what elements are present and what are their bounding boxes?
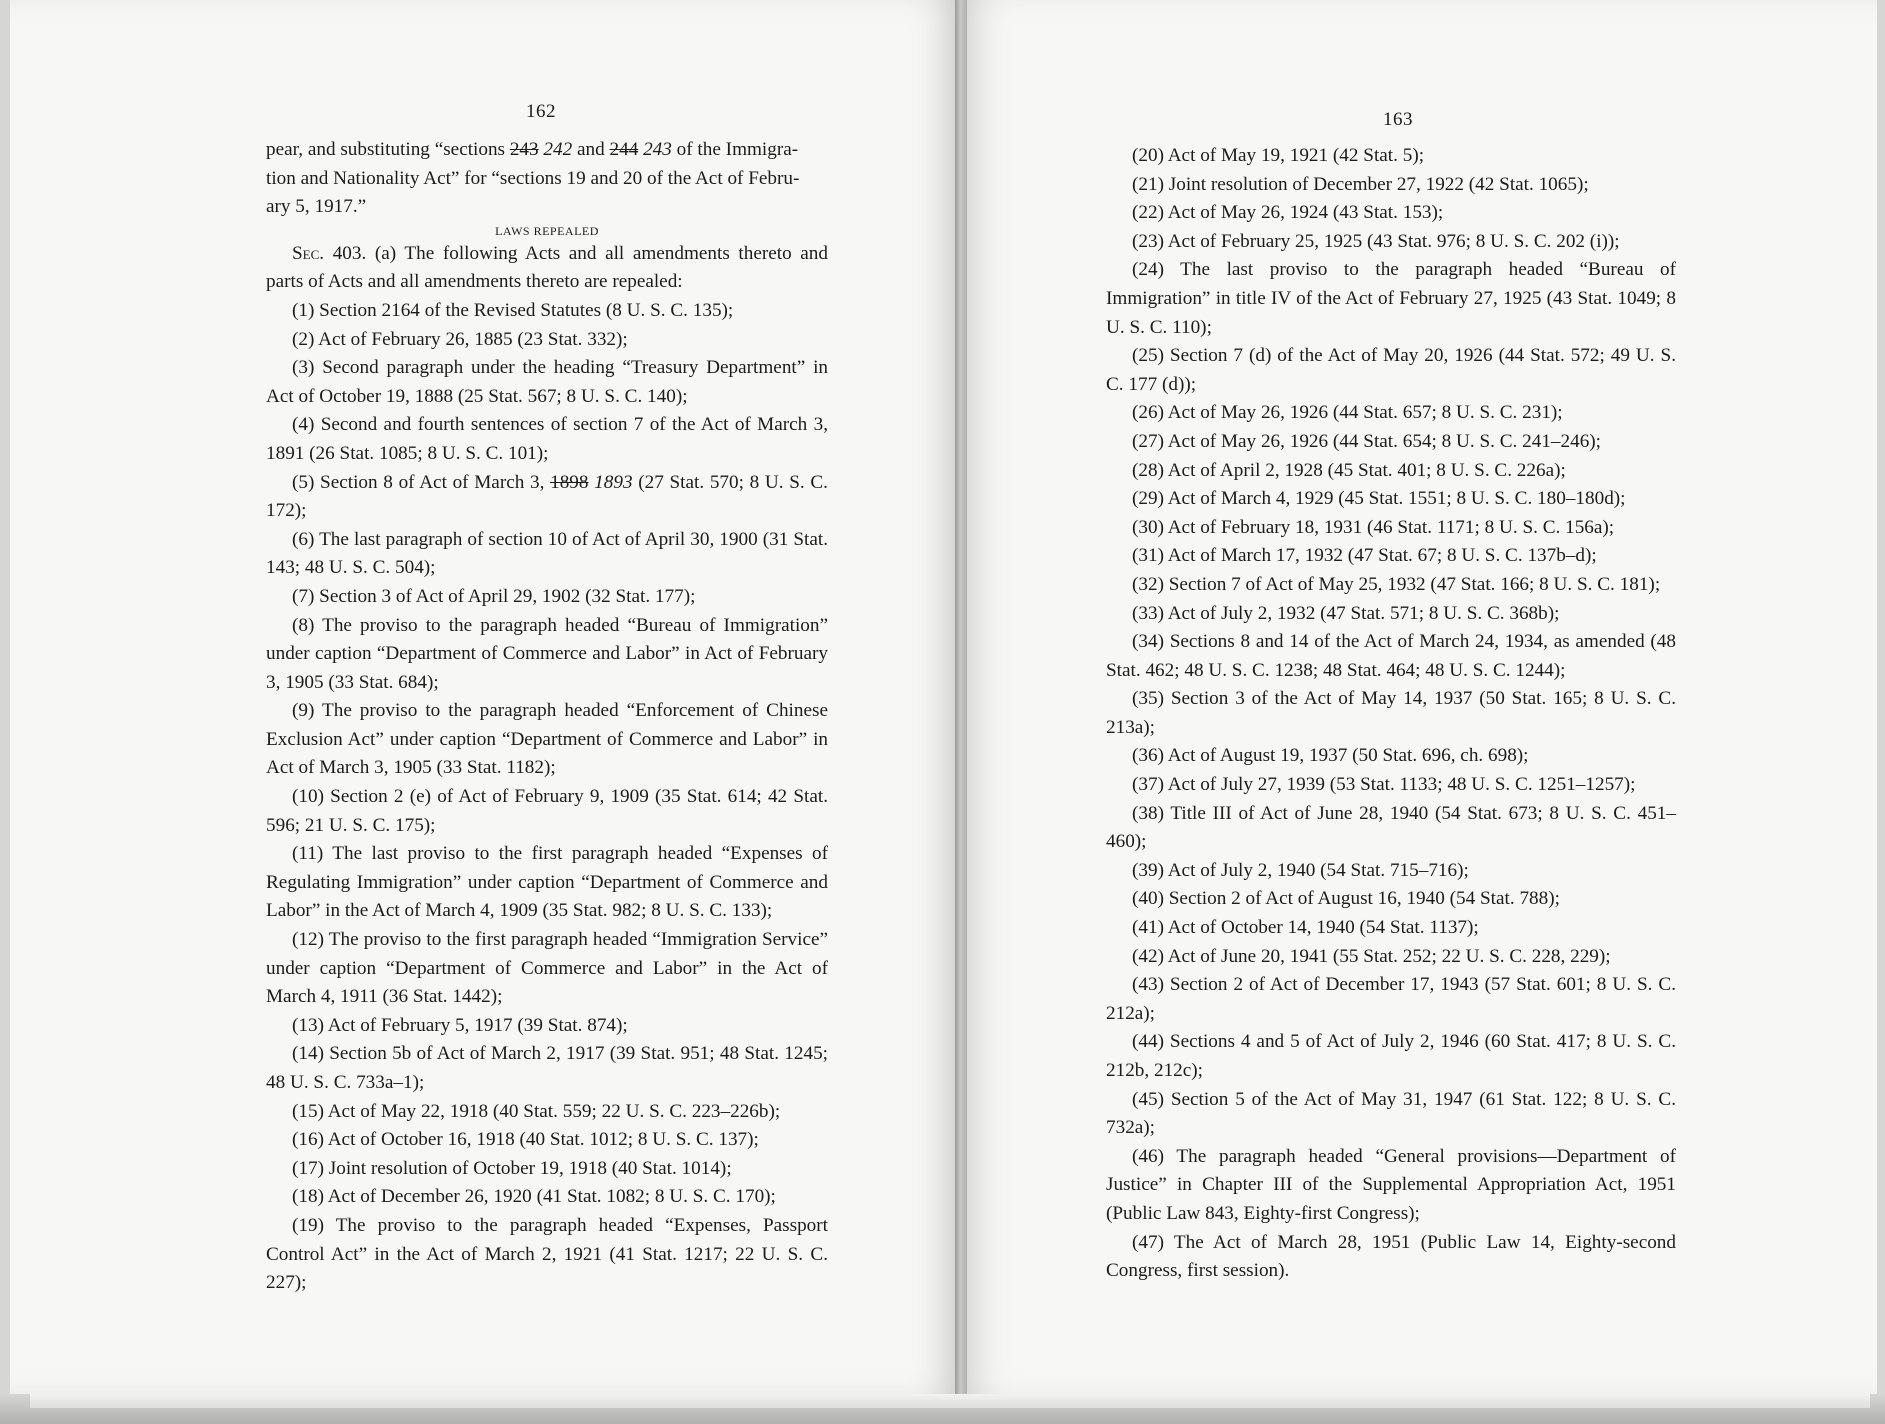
page-number-right: 163 — [1383, 109, 1413, 130]
list-item: (42) Act of June 20, 1941 (55 Stat. 252; 22 U. S. C. 228, 229); — [1132, 945, 1611, 967]
list-item: (31) Act of March 17, 1932 (47 Stat. 67; 8 U. S. C. 137b–d); — [1132, 545, 1597, 567]
list-item: (32) Section 7 of Act of May 25, 1932 (47 Stat. 166; 8 U. S. C. 181); — [1132, 573, 1661, 595]
inserted-number: 243 — [643, 139, 672, 160]
section-heading: LAWS REPEALED — [495, 223, 599, 238]
inserted-number: 1893 — [594, 471, 633, 493]
list-item: (4) Second and fourth sentences of section 7 of the Act of March 3, 1891 (26 Stat. 1085; 8 U. S. C. 101); — [266, 414, 828, 464]
list-item: (9) The proviso to the paragraph headed “Enforcement of Chinese Exclusion Act” under caption “Department of Commerce and Labor” in Act of March 3, 1905 (33 Stat. 1182); — [266, 700, 828, 779]
page-number-left: 162 — [526, 101, 556, 122]
list-item: (5) Section 8 of Act of March 3, 1898 1893 (27 Stat. 570; 8 U. S. C. 172); — [266, 471, 828, 522]
list-item: (22) Act of May 26, 1924 (43 Stat. 153); — [1132, 202, 1444, 224]
carryover-line: tion and Nationality Act” for “sections 19 and 20 of the Act of Febru- — [266, 167, 800, 189]
list-item: (45) Section 5 of the Act of May 31, 1947 (61 Stat. 122; 8 U. S. C. 732a); — [1106, 1088, 1676, 1139]
struck-number: 1898 — [550, 471, 589, 493]
list-item: (12) The proviso to the first paragraph headed “Immigration Service” under caption “Department of Commerce and Labor” in the Act of March 4, 1911 (36 Stat. 1442); — [266, 929, 828, 1008]
list-item: (40) Section 2 of Act of August 16, 1940 (54 Stat. 788); — [1132, 888, 1560, 910]
list-item: (33) Act of July 2, 1932 (47 Stat. 571; 8 U. S. C. 368b); — [1132, 602, 1560, 624]
struck-number: 243 — [509, 139, 539, 160]
carryover-line: pear, and substituting “sections 243 242 and 244 243 of the Immigra- — [266, 139, 799, 160]
list-item: (18) Act of December 26, 1920 (41 Stat. 1082; 8 U. S. C. 170); — [292, 1186, 776, 1208]
list-item: (21) Joint resolution of December 27, 1922 (42 Stat. 1065); — [1132, 173, 1589, 195]
list-item: (30) Act of February 18, 1931 (46 Stat. 1171; 8 U. S. C. 156a); — [1132, 516, 1615, 538]
inserted-number: 242 — [543, 139, 573, 160]
list-item: (15) Act of May 22, 1918 (40 Stat. 559; 22 U. S. C. 223–226b); — [292, 1100, 781, 1122]
list-item: (27) Act of May 26, 1926 (44 Stat. 654; 8 U. S. C. 241–246); — [1132, 430, 1602, 452]
list-item: (26) Act of May 26, 1926 (44 Stat. 657; 8 U. S. C. 231); — [1132, 402, 1563, 424]
list-item: (25) Section 7 (d) of the Act of May 20, 1926 (44 Stat. 572; 49 U. S. C. 177 (d)); — [1106, 345, 1676, 395]
list-item: (6) The last paragraph of section 10 of Act of April 30, 1900 (31 Stat. 143; 48 U. S. C. 504); — [266, 528, 828, 579]
book-gutter — [955, 0, 967, 1394]
section-intro: Sec. 403. (a) The following Acts and all amendments thereto and parts of Acts and all amendments thereto are repealed: — [266, 242, 828, 293]
list-item: (11) The last proviso to the first paragraph headed “Expenses of Regulating Immigration” under caption “Department of Commerce and Labor” in the Act of March 4, 1909 (35 Stat. 982; 8 U. S. C. 133); — [266, 843, 828, 922]
list-item: (34) Sections 8 and 14 of the Act of March 24, 1934, as amended (48 Stat. 462; 48 U. S. C. 1238; 48 Stat. 464; 48 U. S. C. 1244); — [1106, 631, 1676, 681]
list-item: (8) The proviso to the paragraph headed “Bureau of Immigration” under caption “Department of Commerce and Labor” in Act of February 3, 1905 (33 Stat. 684); — [266, 614, 828, 693]
page-edge-shadow — [0, 1394, 1885, 1424]
list-item: (47) The Act of March 28, 1951 (Public Law 14, Eighty-second Congress, first session). — [1106, 1231, 1676, 1282]
list-item: (38) Title III of Act of June 28, 1940 (54 Stat. 673; 8 U. S. C. 451–460); — [1106, 802, 1676, 853]
list-item: (41) Act of October 14, 1940 (54 Stat. 1137); — [1132, 917, 1479, 939]
list-item: (17) Joint resolution of October 19, 1918 (40 Stat. 1014); — [292, 1157, 732, 1179]
list-item: (39) Act of July 2, 1940 (54 Stat. 715–716); — [1132, 859, 1469, 881]
list-item: (44) Sections 4 and 5 of Act of July 2, 1946 (60 Stat. 417; 8 U. S. C. 212b, 212c); — [1106, 1031, 1676, 1081]
list-item: (19) The proviso to the paragraph headed “Expenses, Passport Control Act” in the Act of March 2, 1921 (41 Stat. 1217; 22 U. S. C. 227); — [266, 1214, 828, 1294]
list-item: (36) Act of August 19, 1937 (50 Stat. 696, ch. 698); — [1132, 745, 1529, 767]
list-item: (24) The last proviso to the paragraph headed “Bureau of Immigration” in title IV of the Act of February 27, 1925 (43 Stat. 1049; 8 U. S. C. 110); — [1106, 259, 1676, 338]
right-page-text — [1106, 142, 1676, 1286]
list-item: (46) The paragraph headed “General provisions—Department of Justice” in Chapter III of the Supplemental Appropriation Act, 1951 (Public Law 843, Eighty-first Congress); — [1106, 1145, 1676, 1224]
list-item: (20) Act of May 19, 1921 (42 Stat. 5); — [1132, 145, 1425, 166]
list-item: (7) Section 3 of Act of April 29, 1902 (32 Stat. 177); — [292, 585, 696, 607]
list-item: (43) Section 2 of Act of December 17, 1943 (57 Stat. 601; 8 U. S. C. 212a); — [1106, 974, 1676, 1024]
left-page-text — [266, 136, 828, 1298]
list-item: (23) Act of February 25, 1925 (43 Stat. 976; 8 U. S. C. 202 (i)); — [1132, 230, 1620, 252]
list-item: (13) Act of February 5, 1917 (39 Stat. 874); — [292, 1014, 628, 1036]
list-item: (10) Section 2 (e) of Act of February 9, 1909 (35 Stat. 614; 42 Stat. 596; 21 U. S. C. 175); — [266, 786, 828, 836]
struck-number: 244 — [609, 139, 639, 160]
list-item: (37) Act of July 27, 1939 (53 Stat. 1133; 48 U. S. C. 1251–1257); — [1132, 774, 1636, 796]
list-item: (2) Act of February 26, 1885 (23 Stat. 332); — [292, 328, 628, 350]
carryover-line: ary 5, 1917.” — [266, 196, 367, 218]
list-item: (1) Section 2164 of the Revised Statutes (8 U. S. C. 135); — [292, 299, 734, 321]
list-item: (16) Act of October 16, 1918 (40 Stat. 1012; 8 U. S. C. 137); — [292, 1129, 759, 1151]
list-item: (14) Section 5b of Act of March 2, 1917 (39 Stat. 951; 48 Stat. 1245; 48 U. S. C. 733a–1); — [266, 1043, 828, 1093]
list-item: (3) Second paragraph under the heading “Treasury Department” in Act of October 19, 1888 (25 Stat. 567; 8 U. S. C. 140); — [266, 357, 828, 407]
list-item: (28) Act of April 2, 1928 (45 Stat. 401; 8 U. S. C. 226a); — [1132, 459, 1566, 481]
list-item: (29) Act of March 4, 1929 (45 Stat. 1551; 8 U. S. C. 180–180d); — [1132, 488, 1626, 510]
list-item: (35) Section 3 of the Act of May 14, 1937 (50 Stat. 165; 8 U. S. C. 213a); — [1106, 688, 1676, 738]
